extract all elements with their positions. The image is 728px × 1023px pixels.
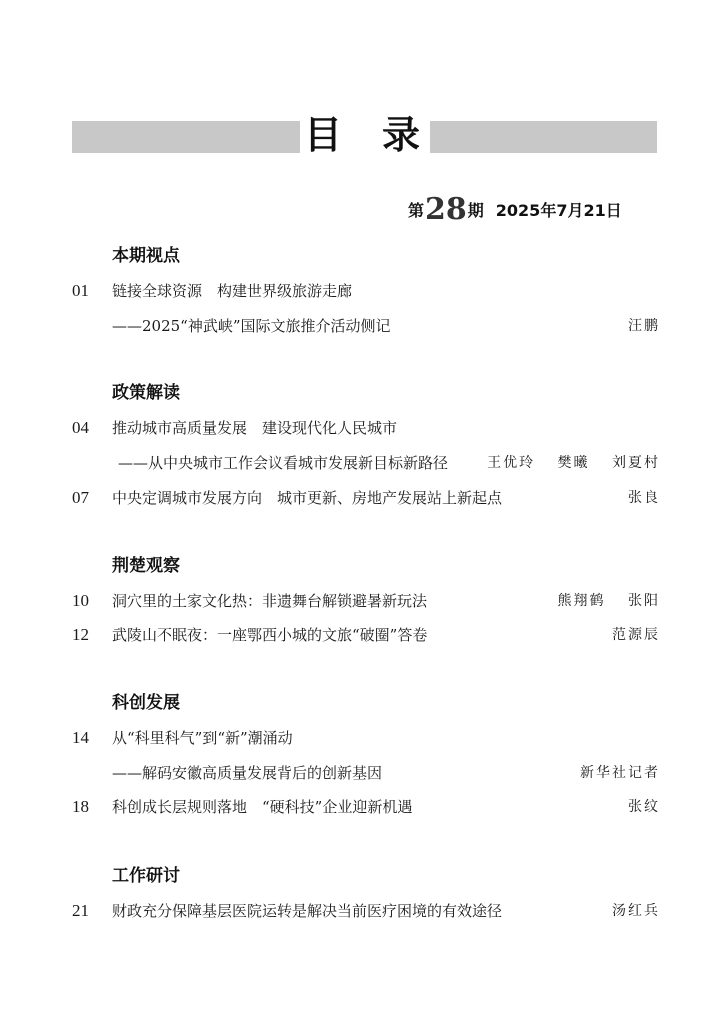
toc-entry-subtitle[interactable] <box>72 762 660 784</box>
section-heading: 政策解读 <box>112 383 180 403</box>
entry-title: 中央定调城市发展方向 城市更新、房地产发展站上新起点 <box>112 489 503 507</box>
entry-authors <box>487 452 660 474</box>
entry-title: 链接全球资源 构建世界级旅游走廊 <box>112 282 353 300</box>
issue-prefix: 第 <box>408 201 425 220</box>
entry-author: 范源辰 <box>612 627 660 643</box>
issue-suffix: 期 <box>467 201 484 220</box>
entry-author: 汪鹏 <box>628 318 660 334</box>
entry-author: 新华社记者 <box>580 765 660 781</box>
issue-info <box>408 192 622 227</box>
title-bar-left <box>72 121 300 153</box>
entry-author: 张良 <box>628 490 660 506</box>
section-heading: 本期视点 <box>112 246 180 266</box>
page-title-char-2: 录 <box>382 113 421 157</box>
entry-subtitle: ——2025“神武峡”国际文旅推介活动侧记 <box>112 317 391 335</box>
toc-entry[interactable] <box>72 900 660 922</box>
entry-author: 张阳 <box>628 593 660 609</box>
entry-author: 王优玲 <box>487 455 536 471</box>
toc-title-banner <box>72 113 657 157</box>
page-number: 04 <box>72 418 89 437</box>
page-number: 07 <box>72 488 89 507</box>
page-title-char-1: 目 <box>304 113 343 157</box>
issue-number: 28 <box>425 192 467 227</box>
page-number: 18 <box>72 797 89 816</box>
section-heading: 工作研讨 <box>112 866 180 886</box>
toc-entry[interactable] <box>72 417 660 439</box>
toc-entry[interactable] <box>72 487 660 509</box>
entry-authors <box>558 590 660 612</box>
section-heading: 科创发展 <box>112 693 180 713</box>
entry-subtitle: ——解码安徽高质量发展背后的创新基因 <box>112 764 383 782</box>
entry-title: 科创成长层规则落地 “硬科技”企业迎新机遇 <box>112 798 413 816</box>
entry-author: 樊曦 <box>557 455 590 471</box>
entry-author: 汤红兵 <box>612 903 660 919</box>
entry-subtitle: ——从中央城市工作会议看城市发展新目标新路径 <box>118 454 449 472</box>
entry-title: 武陵山不眠夜：一座鄂西小城的文旅“破圈”答卷 <box>112 626 428 644</box>
entry-title: 推动城市高质量发展 建设现代化人民城市 <box>112 419 398 437</box>
entry-author: 熊翔鹤 <box>557 593 606 609</box>
toc-entry[interactable] <box>72 796 660 818</box>
toc-entry[interactable] <box>72 624 660 646</box>
toc-entry-subtitle[interactable] <box>72 315 660 337</box>
toc-entry[interactable] <box>72 280 660 302</box>
entry-title: 财政充分保障基层医院运转是解决当前医疗困境的有效途径 <box>112 902 503 920</box>
entry-title: 从“科里科气”到“新”潮涌动 <box>112 729 293 747</box>
page-number: 14 <box>72 728 89 747</box>
page-number: 01 <box>72 281 89 300</box>
page-number: 10 <box>72 591 89 610</box>
toc-entry[interactable] <box>72 727 660 749</box>
page-number: 21 <box>72 901 89 920</box>
toc-entry[interactable] <box>72 590 660 612</box>
toc-entry-subtitle[interactable] <box>72 452 660 474</box>
section-heading: 荆楚观察 <box>112 556 180 576</box>
title-bar-right <box>430 121 657 153</box>
entry-author: 张纹 <box>628 799 660 815</box>
page-number: 12 <box>72 625 89 644</box>
entry-author: 刘夏村 <box>612 455 660 471</box>
entry-title: 洞穴里的土家文化热：非遗舞台解锁避暑新玩法 <box>112 592 428 610</box>
issue-date: 2025年7月21日 <box>495 201 622 220</box>
